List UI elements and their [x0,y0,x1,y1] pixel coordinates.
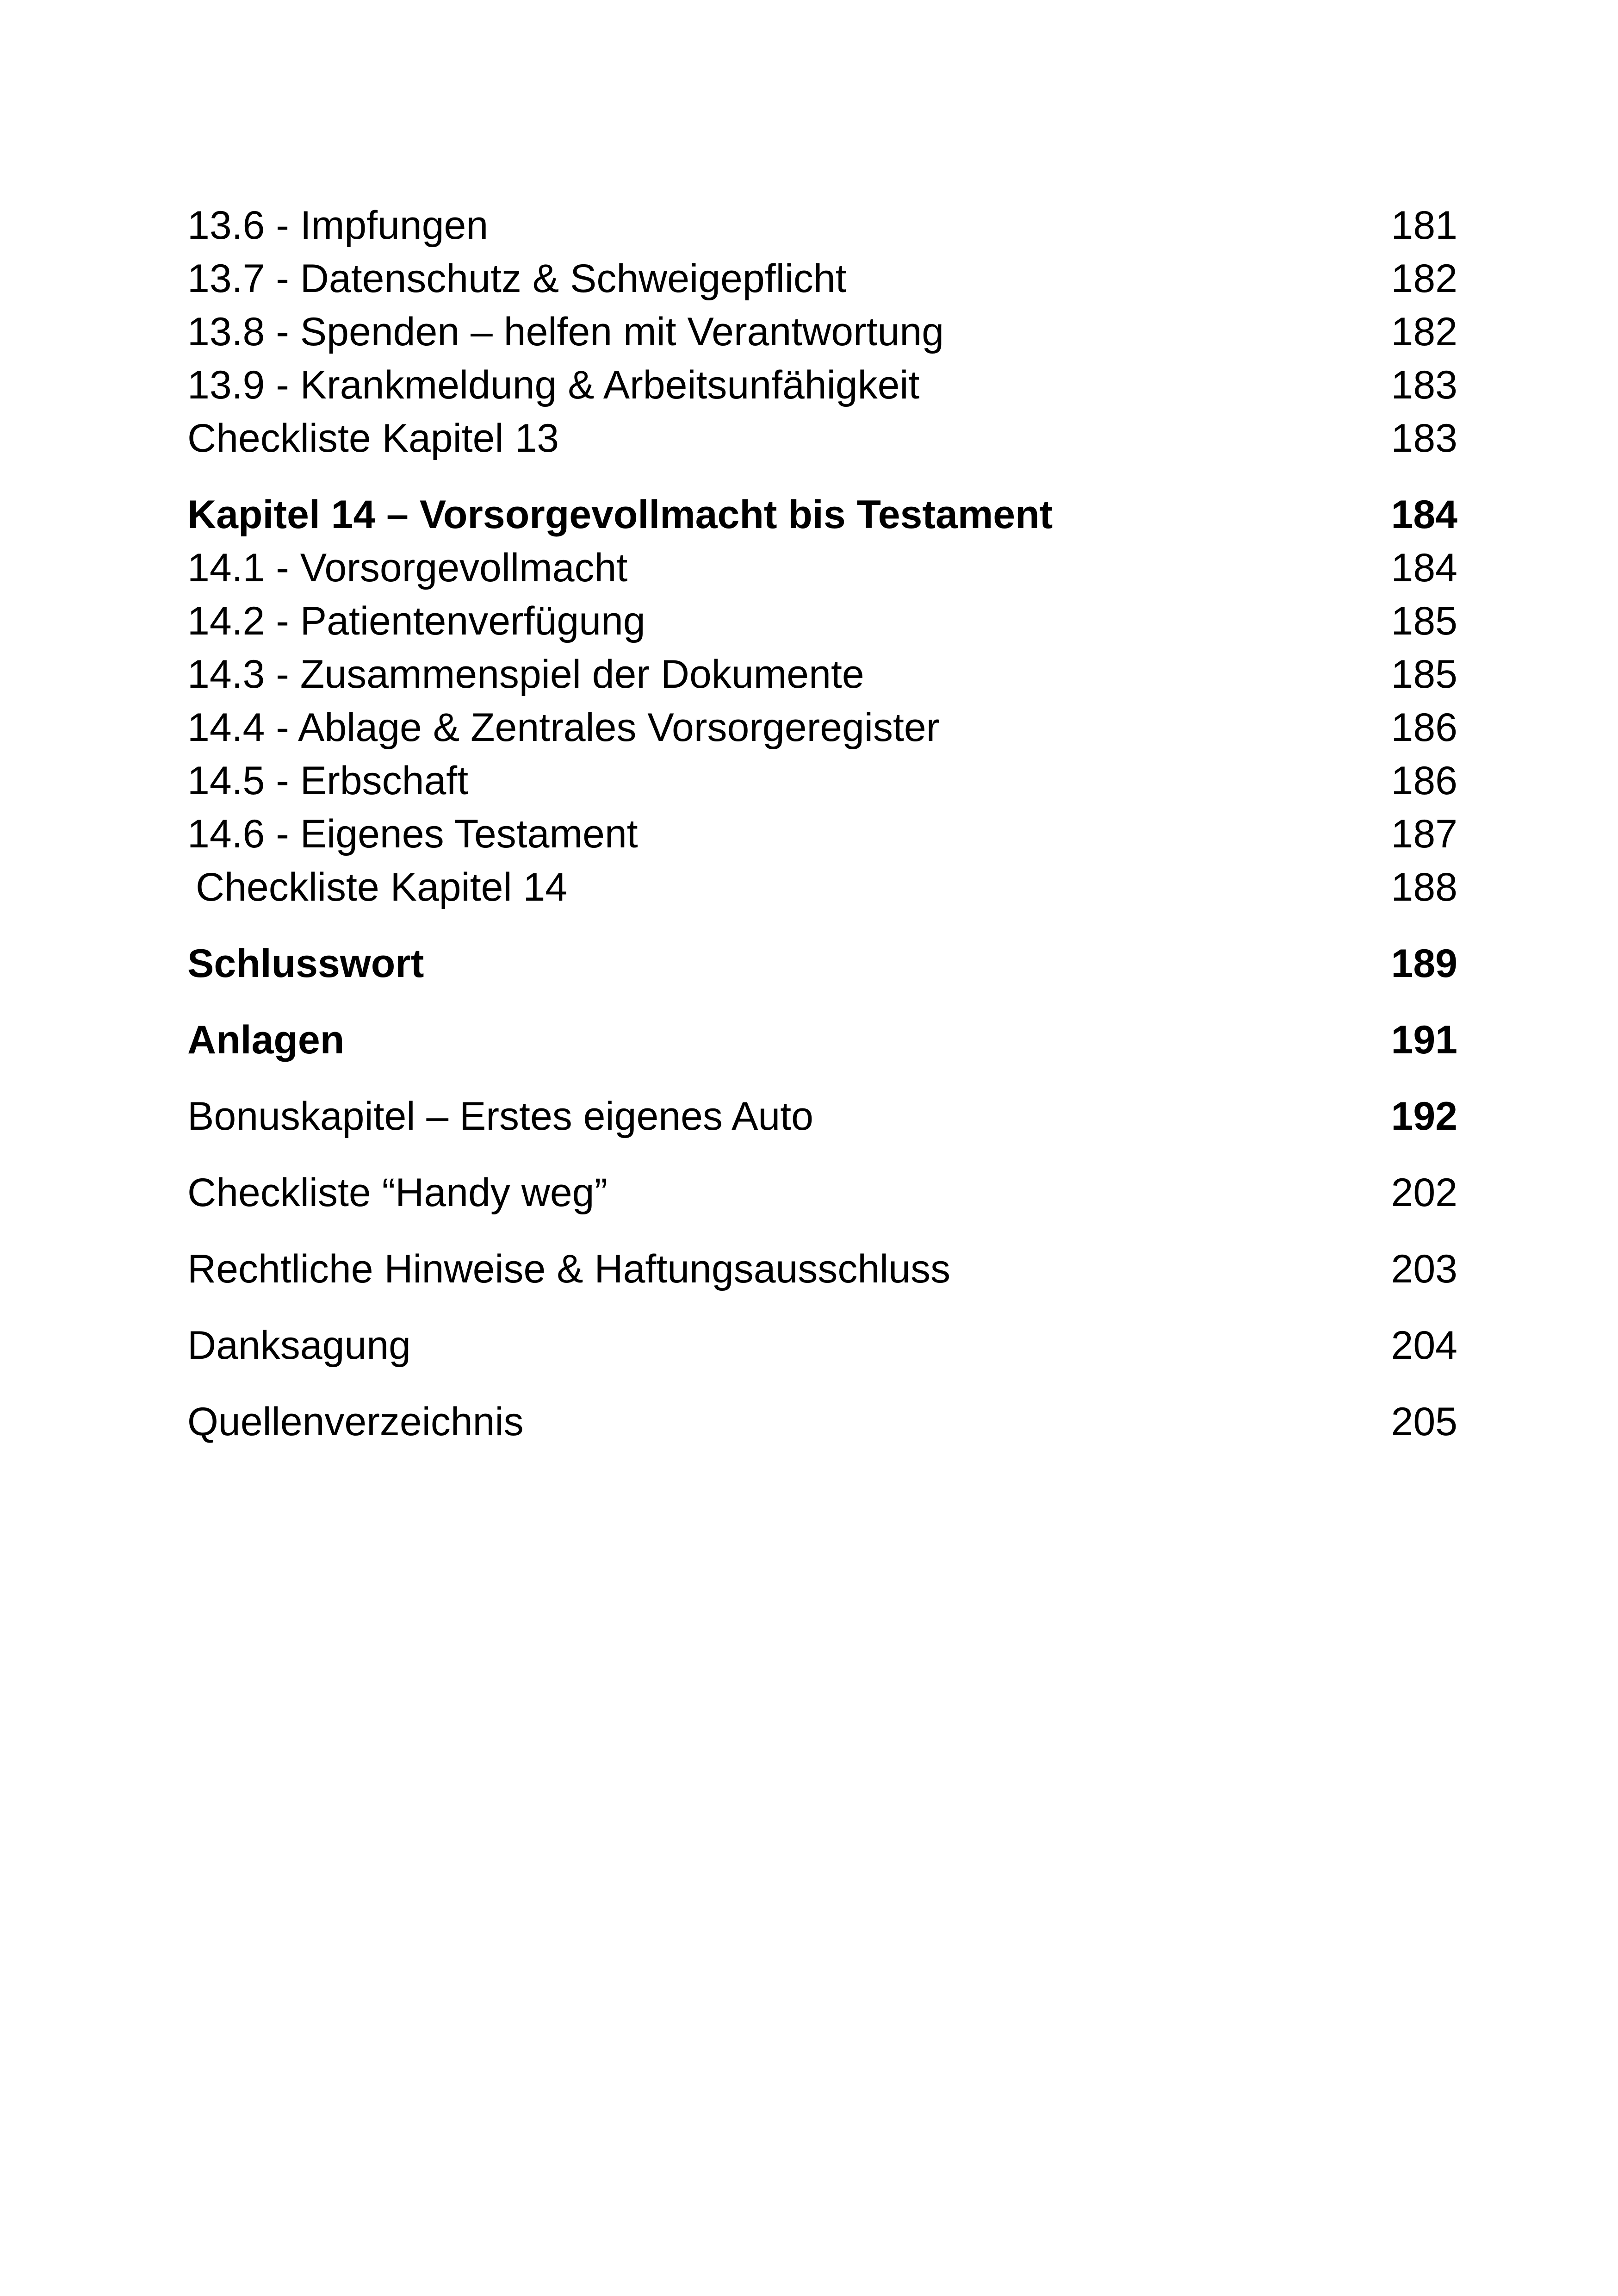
toc-entry-page: 184 [1391,546,1457,590]
toc-entry-title: 13.9 - Krankmeldung & Arbeitsunfähigkeit [187,363,920,407]
toc-entry-title: Kapitel 14 – Vorsorgevollmacht bis Testament [187,492,1053,537]
toc-entry-page: 202 [1391,1170,1457,1215]
toc-entry-title: Checkliste “Handy weg” [187,1170,608,1215]
toc-entry-title: 13.6 - Impfungen [187,203,489,248]
toc-entry[interactable] [187,305,1457,359]
toc-entry[interactable] [187,541,1457,595]
toc-entry-page: 192 [1391,1094,1457,1139]
toc-entry-title: Schlusswort [187,941,424,986]
toc-entry-page: 183 [1391,416,1457,460]
toc-entry-title: Rechtliche Hinweise & Haftungsausschluss [187,1247,951,1291]
toc-entry-page: 204 [1391,1323,1457,1368]
toc-entry[interactable] [187,808,1457,861]
toc-entry-title: 14.1 - Vorsorgevollmacht [187,546,628,590]
toc-entry[interactable] [187,861,1457,914]
toc-section-heading[interactable] [187,1014,1457,1067]
toc-entry-title: Checkliste Kapitel 14 [196,865,568,909]
toc-entry-page: 183 [1391,363,1457,407]
toc-entry-page: 188 [1391,865,1457,909]
toc-entry-title: 14.2 - Patientenverfügung [187,599,645,643]
toc-entry-page: 187 [1391,812,1457,856]
toc-entry-title: 14.4 - Ablage & Zentrales Vorsorgeregister [187,705,940,750]
toc-entry[interactable] [187,199,1457,252]
toc-entry[interactable] [187,754,1457,808]
toc-entry-page: 185 [1391,599,1457,643]
toc-entry-title: 14.3 - Zusammenspiel der Dokumente [187,652,864,697]
toc-section-heading[interactable] [187,1090,1457,1143]
toc-entry-title: Quellenverzeichnis [187,1400,524,1444]
toc-entry[interactable] [187,595,1457,648]
toc-entry-title: Bonuskapitel – Erstes eigenes Auto [187,1094,813,1139]
toc-entry-page: 181 [1391,203,1457,248]
toc-entry[interactable] [187,1243,1457,1296]
toc-entry[interactable] [187,701,1457,754]
toc-entry-page: 182 [1391,310,1457,354]
toc-entry-page: 205 [1391,1400,1457,1444]
toc-entry-title: 14.5 - Erbschaft [187,759,469,803]
toc-entry[interactable] [187,1395,1457,1449]
toc-entry[interactable] [187,1319,1457,1372]
toc-chapter-heading[interactable] [187,488,1457,541]
toc-entry-page: 191 [1391,1018,1457,1062]
toc-entry[interactable] [187,359,1457,412]
toc-entry-title: 14.6 - Eigenes Testament [187,812,638,856]
toc-entry-title: 13.8 - Spenden – helfen mit Verantwortung [187,310,944,354]
toc-entry-page: 189 [1391,941,1457,986]
toc-entry-page: 184 [1391,492,1457,537]
toc-entry-title: 13.7 - Datenschutz & Schweigepflicht [187,256,847,301]
toc-entry-page: 185 [1391,652,1457,697]
table-of-contents [187,199,1457,1449]
toc-entry-page: 182 [1391,256,1457,301]
toc-entry-page: 203 [1391,1247,1457,1291]
toc-entry[interactable] [187,1166,1457,1220]
toc-entry[interactable] [187,252,1457,305]
toc-entry[interactable] [187,412,1457,465]
toc-entry-title: Danksagung [187,1323,411,1368]
toc-entry-title: Anlagen [187,1018,345,1062]
toc-entry-page: 186 [1391,759,1457,803]
toc-entry-page: 186 [1391,705,1457,750]
toc-entry-title: Checkliste Kapitel 13 [187,416,559,460]
toc-entry[interactable] [187,648,1457,701]
toc-section-heading[interactable] [187,937,1457,990]
